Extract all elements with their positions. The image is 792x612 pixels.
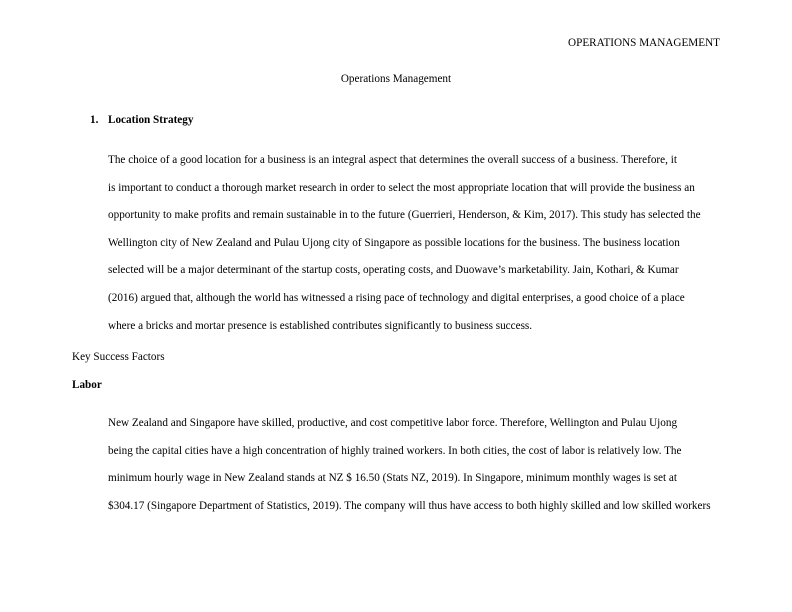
paragraph-location-strategy <box>72 147 720 340</box>
running-head: OPERATIONS MANAGEMENT <box>568 37 720 49</box>
paragraph-line: (2016) argued that, although the world has witnessed a rising pace of technology and digital enterprises, a good choice of a place <box>108 291 685 304</box>
paragraph-line: New Zealand and Singapore have skilled, productive, and cost competitive labor force. Therefore, Wellington and Pulau Ujong <box>108 417 678 429</box>
section-heading <box>90 113 193 127</box>
paragraph-line: minimum hourly wage in New Zealand stands at NZ $ 16.50 (Stats NZ, 2019). In Singapore, minimum monthly wages is set at <box>108 472 677 485</box>
document-title: Operations Management <box>340 73 452 85</box>
paragraph-line: The choice of a good location for a business is an integral aspect that determines the overall success of a business. Therefore, it <box>108 154 677 166</box>
paragraph-line: opportunity to make profits and remain sustainable in to the future (Guerrieri, Henderson, & Kim, 2017). This study has selected the <box>108 209 701 222</box>
paragraph-labor <box>72 410 720 520</box>
paragraph-line: being the capital cities have a high concentration of highly trained workers. In both cities, the cost of labor is relatively low. The <box>108 444 682 457</box>
section-heading-text: Location Strategy <box>108 114 194 126</box>
section-number: 1. <box>90 114 99 126</box>
paragraph-line: is important to conduct a thorough market research in order to select the most appropriate location that will provide the business an <box>108 181 695 194</box>
key-success-factors-heading: Key Success Factors <box>72 351 165 363</box>
paragraph-line: where a bricks and mortar presence is established contributes significantly to business success. <box>108 319 533 332</box>
paragraph-line: selected will be a major determinant of the startup costs, operating costs, and Duowave’s marketability. Jain, Kothari, & Kumar <box>108 264 679 277</box>
paragraph-line: Wellington city of New Zealand and Pulau Ujong city of Singapore as possible locations for the business. The business location <box>108 236 680 249</box>
paragraph-line: $304.17 (Singapore Department of Statistics, 2019). The company will thus have access to both highly skilled and low skilled workers <box>108 499 711 512</box>
labor-heading: Labor <box>72 379 102 391</box>
